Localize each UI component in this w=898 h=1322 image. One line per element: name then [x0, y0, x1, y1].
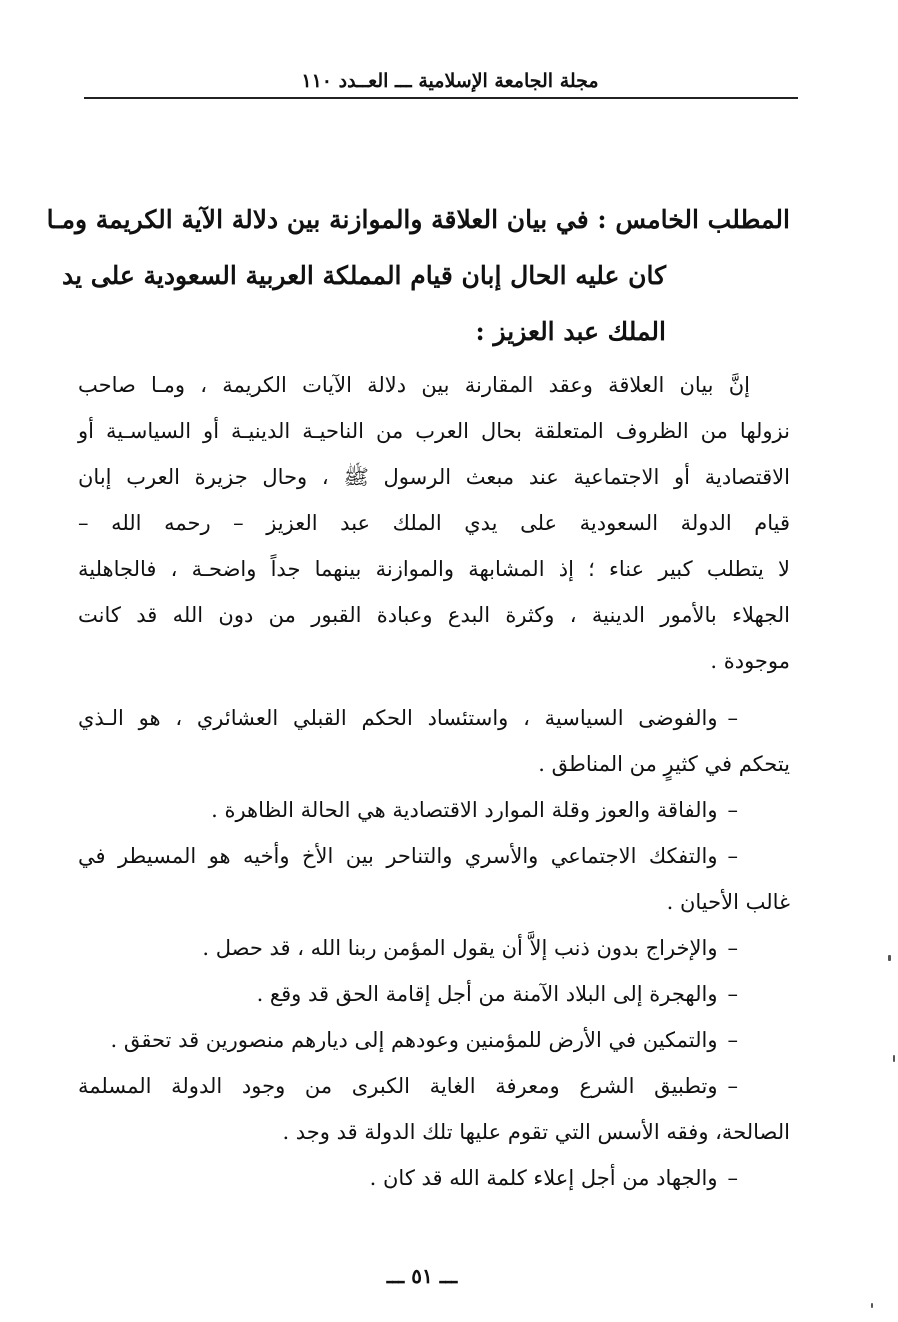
dash-marker: – [727, 844, 738, 868]
journal-running-header: مجلة الجامعة الإسلامية ـــ العــدد ١١٠ [301, 70, 599, 92]
bullet-text: والفاقة والعوز وقلة الموارد الاقتصادية هي الحالة الظاهرة . [211, 798, 718, 822]
paragraph-line: لا يتطلب كبير عناء ؛ إذ المشابهة والموازنة بينهما جداً واضحـة ، فالجاهلية [78, 557, 790, 581]
bullet-item [78, 971, 790, 1017]
bullet-text: والفوضى السياسية ، واستئساد الحكم القبلي العشائري ، هو الـذي [78, 706, 718, 730]
paragraph-line: نزولها من الظروف المتعلقة بحال العرب من الناحيـة الدينيـة أو السياسـية أو [78, 419, 790, 443]
bullet-text: والتفكك الاجتماعي والأسري والتناحر بين الأخ وأخيه هو المسيطر في [78, 844, 718, 868]
section-heading-line: كان عليه الحال إبان قيام المملكة العربية السعودية على يد [61, 261, 666, 290]
section-heading-line: الملك عبد العزيز : [475, 317, 666, 346]
bullet-line [78, 925, 790, 971]
scan-speck [871, 1303, 873, 1308]
paragraph-line: إنَّ بيان العلاقة وعقد المقارنة بين دلالة الآيات الكريمة ، ومـا صاحب [78, 373, 750, 397]
bullet-line [78, 971, 790, 1017]
dash-marker: – [727, 1166, 738, 1190]
bullet-line: غالب الأحيان . [666, 890, 790, 914]
bullet-item [78, 787, 790, 833]
bullet-item [78, 833, 790, 925]
intro-paragraph [78, 362, 790, 684]
paragraph-line: موجودة . [710, 649, 790, 673]
paragraph-line: الجهلاء بالأمور الدينية ، وكثرة البدع وعبادة القبور من دون الله قد كانت [78, 603, 790, 627]
bullet-line [78, 695, 790, 741]
bullet-item [78, 1063, 790, 1155]
bullet-line: الصالحة، وفقه الأسس التي تقوم عليها تلك الدولة قد وجد . [282, 1120, 790, 1144]
page-number: ـــ ٥١ ـــ [386, 1264, 458, 1288]
paragraph-line: الاقتصادية أو الاجتماعية عند مبعث الرسول ﷺ ، وحال جزيرة العرب إبان [78, 465, 790, 489]
bullet-line [78, 787, 790, 833]
bullet-item [78, 695, 790, 787]
bullet-text: وتطبيق الشرع ومعرفة الغاية الكبرى من وجود الدولة المسلمة [78, 1074, 718, 1098]
bullet-item [78, 1017, 790, 1063]
bullet-line [78, 1155, 790, 1201]
dash-marker: – [727, 1028, 738, 1052]
bullet-item [78, 925, 790, 971]
scan-speck [893, 1055, 895, 1062]
bullet-text: والتمكين في الأرض للمؤمنين وعودهم إلى ديارهم منصورين قد تحقق . [110, 1028, 718, 1052]
bullet-item [78, 1155, 790, 1201]
dash-marker: – [727, 936, 738, 960]
dash-marker: – [727, 798, 738, 822]
section-heading [46, 192, 790, 360]
dash-marker: – [727, 706, 738, 730]
bullet-line [78, 1063, 790, 1109]
bullet-line [78, 1017, 790, 1063]
bullet-text: والجهاد من أجل إعلاء كلمة الله قد كان . [369, 1166, 718, 1190]
bullet-line: يتحكم في كثيرٍ من المناطق . [538, 752, 790, 776]
section-heading-line: المطلب الخامس : في بيان العلاقة والموازنة بين دلالة الآية الكريمة ومـا [46, 205, 790, 234]
paragraph-line: قيام الدولة السعودية على يدي الملك عبد العزيز – رحمه الله – [78, 511, 790, 535]
bullet-line [78, 833, 790, 879]
bullet-text: والإخراج بدون ذنب إلاَّ أن يقول المؤمن ربنا الله ، قد حصل . [202, 936, 718, 960]
header-divider [84, 97, 798, 99]
bullet-text: والهجرة إلى البلاد الآمنة من أجل إقامة الحق قد وقع . [256, 982, 718, 1006]
dash-marker: – [727, 982, 738, 1006]
scan-speck [888, 955, 891, 961]
dash-marker: – [727, 1074, 738, 1098]
bullet-list [78, 695, 790, 1201]
